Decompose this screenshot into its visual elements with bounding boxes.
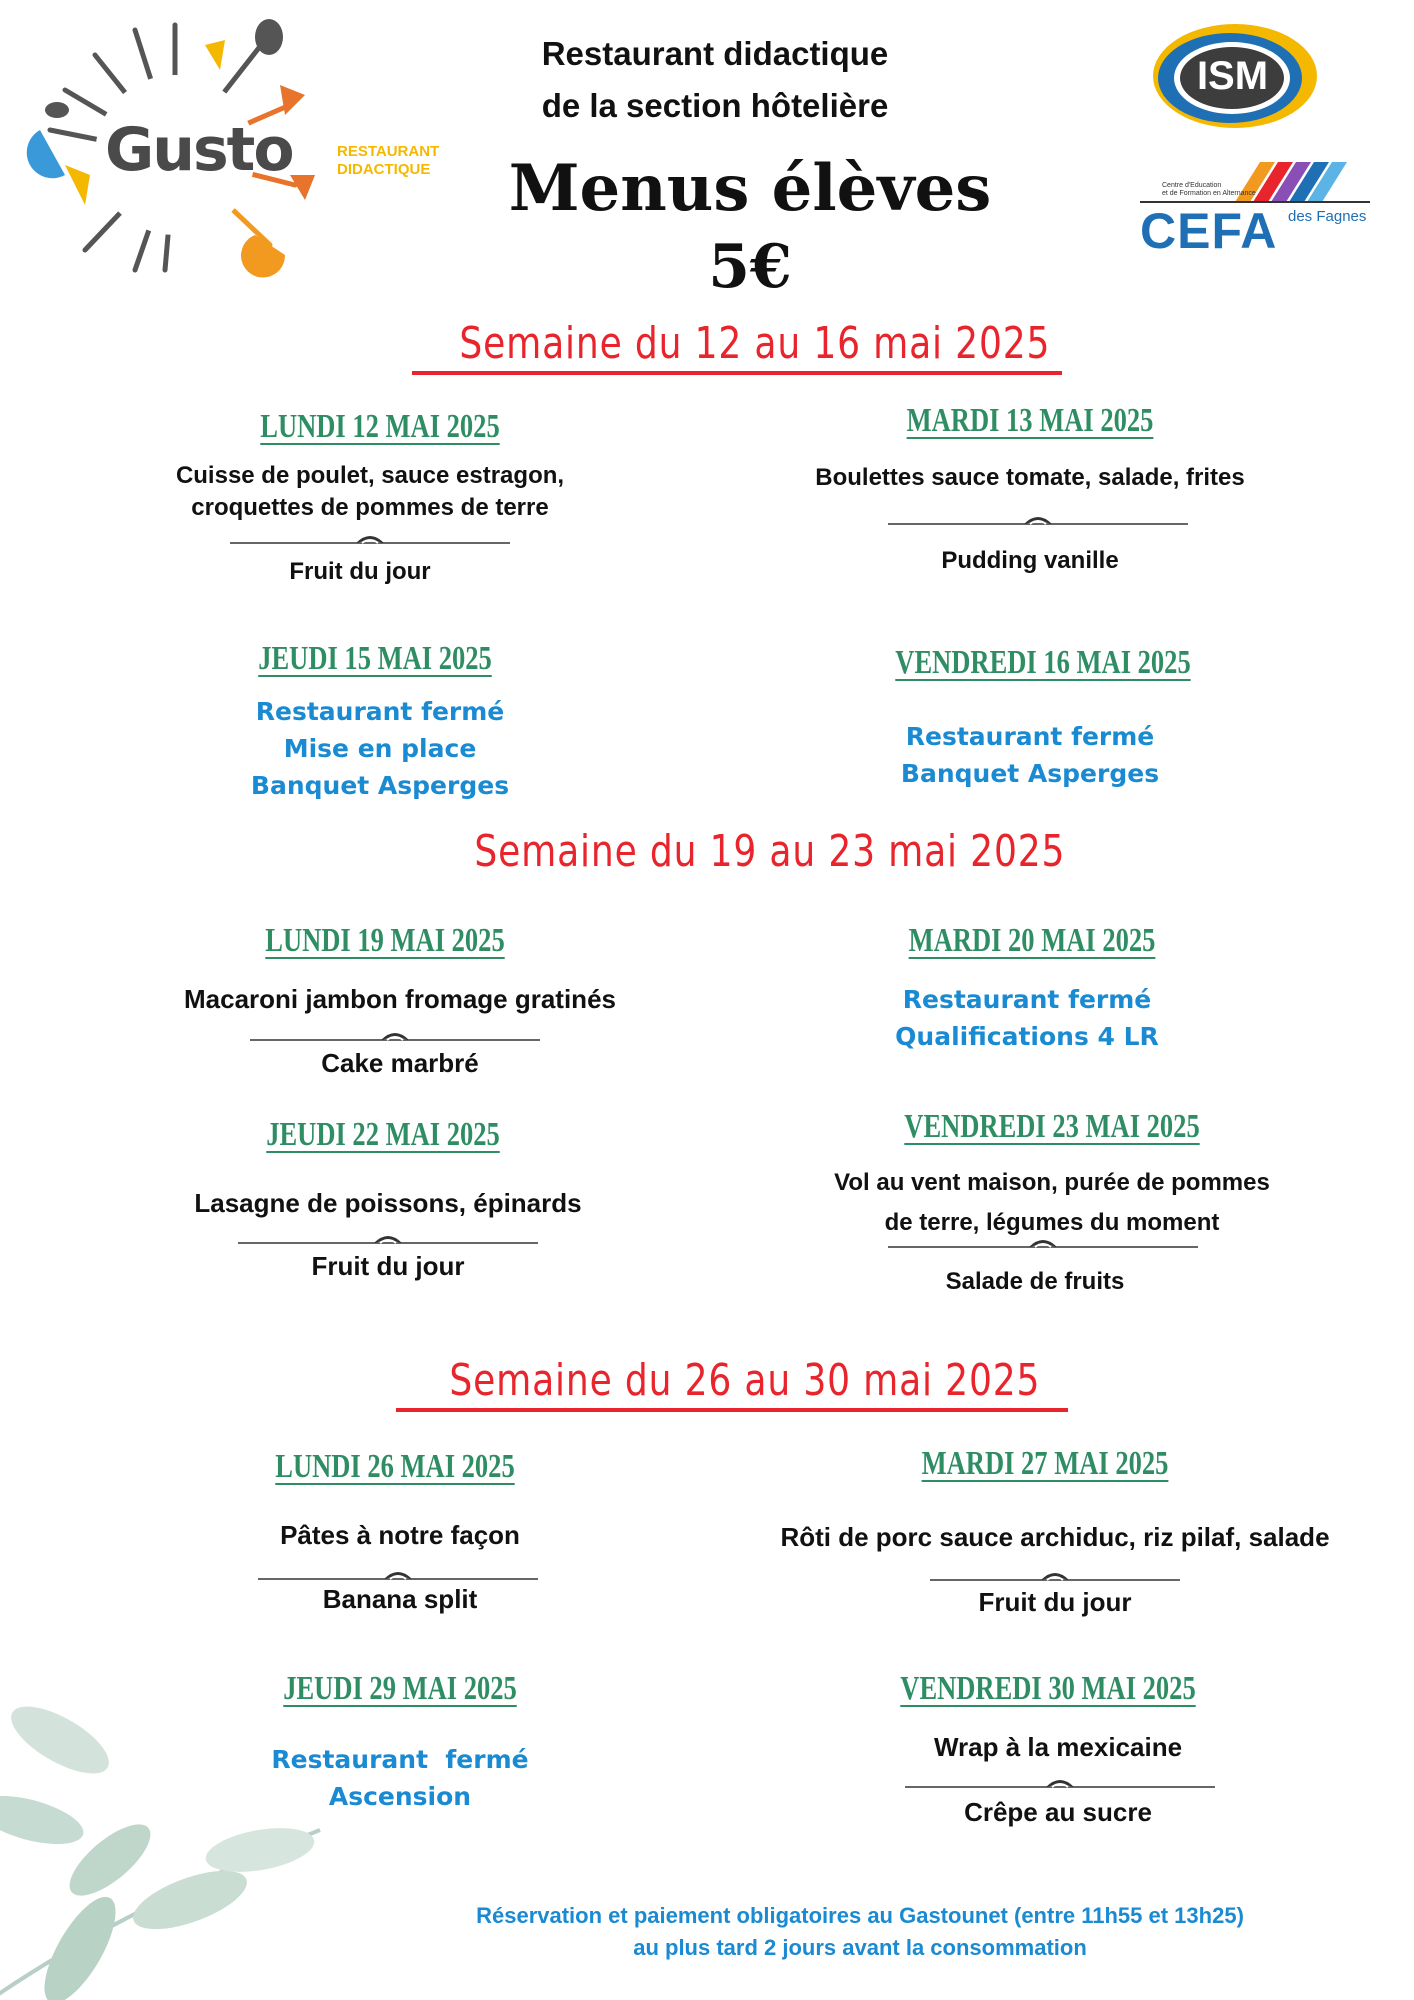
day-label: MARDI 13 MAI 2025 [906,402,1154,439]
closed-line: Restaurant fermé [255,697,505,726]
day-label: VENDREDI 23 MAI 2025 [904,1108,1200,1145]
footer-line: au plus tard 2 jours avant la consommation [633,1935,1087,1960]
dessert: Fruit du jour [978,1587,1132,1617]
dessert: Cake marbré [321,1048,479,1078]
day-label: JEUDI 22 MAI 2025 [266,1116,500,1153]
cefa-small-1: Centre d'Education [1162,182,1222,189]
gusto-logo [25,15,465,285]
closed-line: Restaurant fermé [271,1745,529,1774]
cefa-logo [1140,160,1380,260]
dish-line: Vol au vent maison, purée de pommes [834,1169,1270,1196]
dish-line: de terre, légumes du moment [884,1209,1220,1236]
day-card [845,1445,1245,1483]
cefa-text: CEFA [1140,203,1278,259]
dish-line: Cuisse de poulet, sauce estragon, [175,462,565,489]
main-dish: Pâtes à notre façon [280,1520,520,1550]
week-heading [400,318,1060,369]
gusto-tagline-2: DIDACTIQUE [337,161,431,178]
divider-ornament [230,533,510,551]
day-card [843,644,1243,682]
day-label: VENDREDI 30 MAI 2025 [900,1670,1196,1707]
closed-line: Mise en place [283,734,477,763]
main-dish: Wrap à la mexicaine [933,1732,1183,1762]
closed-line: Banquet Asperges [900,759,1160,788]
week-underline [396,1408,1068,1412]
week-heading [415,826,1075,877]
reservation-notice [380,1900,1340,1964]
week-heading [390,1355,1050,1406]
day-card [175,640,575,678]
cefa-sub: des Fagnes [1288,208,1367,225]
divider-ornament [250,1030,540,1048]
closed-line: Qualifications 4 LR [895,1022,1159,1051]
closed-notice [830,718,1230,792]
dessert: Banana split [322,1584,478,1614]
day-card [195,1448,595,1486]
main-dish [100,460,640,524]
main-dish: Rôti de porc sauce archiduc, riz pilaf, salade [780,1522,1330,1552]
week-underline [412,371,1062,375]
day-label: JEUDI 29 MAI 2025 [283,1670,517,1707]
dessert: Salade de fruits [945,1268,1125,1295]
day-label: LUNDI 19 MAI 2025 [265,922,505,959]
divider-ornament [888,1237,1198,1255]
cefa-small-2: et de Formation en Alternance [1162,190,1256,197]
week-title: Semaine du 19 au 23 mai 2025 [474,826,1066,877]
leaves-decoration-icon [0,1700,330,2000]
closed-line: Ascension [328,1782,472,1811]
dessert: Fruit du jour [311,1251,465,1281]
main-dish: Lasagne de poissons, épinards [194,1188,582,1218]
page-title: Menus élèves [508,151,992,226]
footer-line: Réservation et paiement obligatoires au Gastounet (entre 11h55 et 13h25) [476,1903,1244,1928]
main-dish [762,1163,1342,1243]
ism-text: ISM [1196,54,1269,98]
day-label: JEUDI 15 MAI 2025 [258,640,492,677]
ornament-icon [888,514,1188,532]
day-label: LUNDI 12 MAI 2025 [260,408,500,445]
closed-line: Restaurant fermé [905,722,1155,751]
day-label: MARDI 27 MAI 2025 [921,1445,1169,1482]
dessert: Crêpe au sucre [964,1797,1152,1827]
day-card [180,408,580,446]
main-dish: Boulettes sauce tomate, salade, frites [815,464,1245,491]
divider-ornament [905,1777,1215,1795]
day-label: MARDI 20 MAI 2025 [908,922,1156,959]
dish-line: croquettes de pommes de terre [191,494,549,521]
day-card [848,1670,1248,1708]
gusto-wordmark: Gusto [105,115,293,185]
header-line-2: de la section hôtelière [541,87,889,124]
price: 5€ [708,232,792,302]
day-card [852,1108,1252,1146]
ornament-icon [888,1237,1198,1255]
main-dish: Macaroni jambon fromage gratinés [184,984,616,1014]
header-line-1: Restaurant didactique [541,35,889,72]
divider-ornament [238,1233,538,1251]
day-label: VENDREDI 16 MAI 2025 [895,644,1191,681]
dessert: Pudding vanille [941,547,1119,574]
ornament-icon [230,533,510,551]
week-title: Semaine du 26 au 30 mai 2025 [449,1355,1041,1406]
ornament-icon [250,1030,540,1048]
day-card [183,1116,583,1154]
closed-line: Banquet Asperges [250,771,510,800]
gusto-tagline-1: RESTAURANT [337,143,440,160]
week-title: Semaine du 12 au 16 mai 2025 [459,318,1051,369]
closed-notice [180,693,580,804]
day-card [832,922,1232,960]
ornament-icon [238,1233,538,1251]
closed-notice [827,981,1227,1055]
day-label: LUNDI 26 MAI 2025 [275,1448,515,1485]
dessert: Fruit du jour [289,558,431,585]
ism-logo [1150,18,1320,138]
divider-ornament [888,514,1188,532]
day-card [830,402,1230,440]
closed-line: Restaurant fermé [902,985,1152,1014]
day-card [185,922,585,960]
ornament-icon [905,1777,1215,1795]
